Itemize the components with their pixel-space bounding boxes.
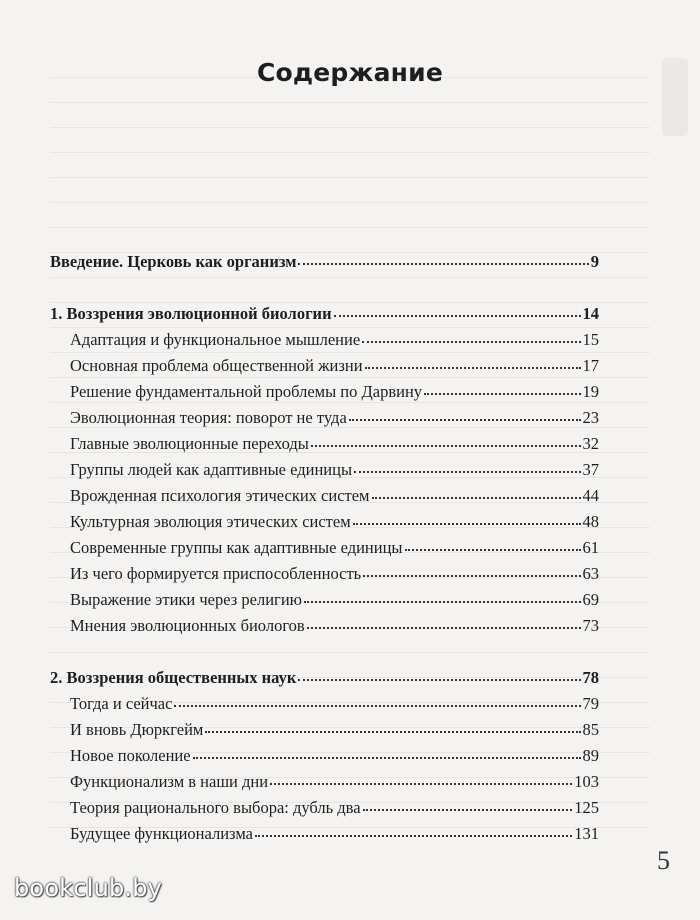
toc-page-number: 73 [582,616,599,635]
watermark: bookclub.by [14,874,163,902]
toc-section [50,668,599,688]
toc-page-number: 61 [582,538,599,557]
dot-leader [298,675,580,681]
toc-page-number: 78 [582,668,599,687]
toc-page-number: 19 [582,382,599,401]
dot-leader [205,727,580,733]
toc-page-number: 14 [582,304,599,323]
dot-leader [349,415,581,421]
toc-entry [70,434,599,454]
toc-page-number: 17 [582,356,599,375]
toc-entry [70,590,599,610]
toc-entry [70,564,599,584]
dot-leader [174,701,580,707]
toc-section [50,252,599,272]
dot-leader [298,259,588,265]
toc-entry [70,512,599,532]
toc-page-number: 15 [582,330,599,349]
page-title: Содержание [256,58,444,87]
toc-label: Тогда и сейчас [70,694,173,713]
toc-label: Мнения эволюционных биологов [70,616,305,635]
toc-page-number: 37 [582,460,599,479]
dot-leader [363,805,573,811]
toc-entry [70,772,599,792]
dot-leader [307,623,581,629]
toc-page-number: 131 [574,824,599,843]
toc-entry [70,486,599,506]
toc-page-number: 63 [582,564,599,583]
toc-page-number: 48 [582,512,599,531]
toc-label: Культурная эволюция этических систем [70,512,351,531]
toc-label: Адаптация и функциональное мышление [70,330,361,349]
dot-leader [405,545,581,551]
toc-page-number: 23 [582,408,599,427]
toc-label: Современные группы как адаптивные единицы [70,538,403,557]
dot-leader [353,519,581,525]
toc-label: Теория рационального выбора: дубль два [70,798,361,817]
toc-label: Будущее функционализма [70,824,253,843]
toc-entry [70,382,599,402]
dot-leader [372,493,581,499]
dot-leader [334,311,581,317]
toc-entry [70,330,599,350]
toc-label: Группы людей как адаптивные единицы [70,460,353,479]
toc-page-number: 9 [590,252,599,271]
toc-label: Эволюционная теория: поворот не туда [70,408,347,427]
toc-entry [70,356,599,376]
toc-label: Врожденная психология этических систем [70,486,370,505]
toc-label: Из чего формируется приспособленность [70,564,362,583]
dot-leader [365,363,581,369]
dot-leader [270,779,572,785]
toc-entry [70,720,599,740]
dot-leader [362,337,580,343]
toc-page-number: 69 [582,590,599,609]
toc-entry [70,408,599,428]
toc-entry [70,798,599,818]
toc-page-number: 32 [582,434,599,453]
toc-label: Функционализм в наши дни [70,772,269,791]
page-number: 5 [657,846,670,875]
toc-label: Введение. Церковь как организм [50,252,297,271]
toc-entry [70,824,599,844]
dot-leader [354,467,580,473]
toc-label: Главные эволюционные переходы [70,434,309,453]
dot-leader [424,389,580,395]
toc-page-number: 44 [582,486,599,505]
dot-leader [363,571,580,577]
dot-leader [193,753,581,759]
toc-label: Выражение этики через религию [70,590,302,609]
toc-label: 1. Воззрения эволюционной биологии [50,304,332,323]
toc-label: Основная проблема общественной жизни [70,356,363,375]
toc-page-number: 89 [582,746,599,765]
toc-label: И вновь Дюркгейм [70,720,204,739]
toc-entry [70,460,599,480]
toc-page-number: 85 [582,720,599,739]
toc-entry [70,616,599,636]
toc-page-number: 103 [574,772,599,791]
dot-leader [311,441,581,447]
toc-label: 2. Воззрения общественных наук [50,668,297,687]
dot-leader [255,831,572,837]
toc-label: Новое поколение [70,746,191,765]
toc-section [50,304,599,324]
toc-label: Решение фундаментальной проблемы по Дарвину [70,382,423,401]
toc-entry [70,538,599,558]
dot-leader [304,597,581,603]
toc-page-number: 125 [574,798,599,817]
toc-entry [70,694,599,714]
toc-entry [70,746,599,766]
toc-page-number: 79 [582,694,599,713]
